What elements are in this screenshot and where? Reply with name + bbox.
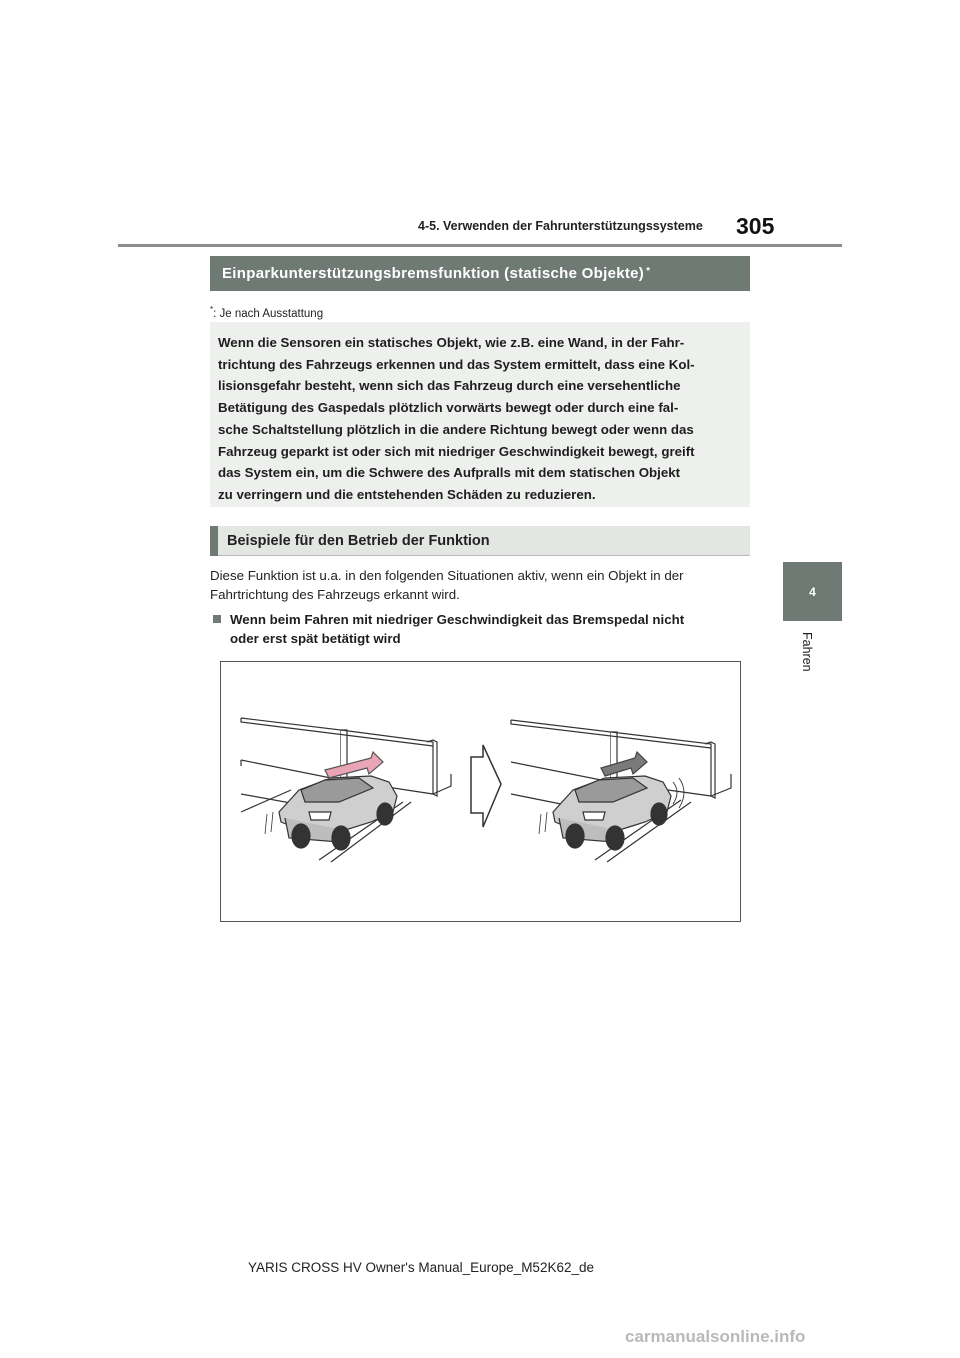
scene-before <box>241 718 451 862</box>
info-line: sche Schaltstellung plötzlich in die andere Richtung bewegt oder wenn das <box>218 421 694 437</box>
body-line: Fahrtrichtung des Fahrzeugs erkannt wird. <box>210 587 460 602</box>
footnote-text: : Je nach Ausstattung <box>213 307 324 320</box>
square-bullet-icon <box>213 615 221 623</box>
info-line: Fahrzeug geparkt ist oder sich mit niedriger Geschwindigkeit bewegt, greift <box>218 443 695 459</box>
body-line: Diese Funktion ist u.a. in den folgenden Situationen aktiv, wenn ein Objekt in der <box>210 568 684 583</box>
footnote-marker: * <box>210 305 214 314</box>
footer-manual-id: YARIS CROSS HV Owner's Manual_Europe_M52K62_de <box>248 1260 594 1275</box>
watermark: carmanualsonline.info <box>625 1327 806 1346</box>
parking-illustration <box>221 662 740 921</box>
title-footnote-marker: * <box>646 266 651 277</box>
info-box <box>210 322 750 507</box>
info-line: zu verringern und die entstehenden Schäden zu reduzieren. <box>218 486 596 502</box>
body-paragraph <box>210 566 750 604</box>
illustration-frame <box>220 661 741 922</box>
page-number: 305 <box>736 213 775 239</box>
scene-after <box>511 720 731 862</box>
footnote <box>210 305 323 320</box>
subsection-title: Beispiele für den Betrieb der Funktion <box>227 532 490 549</box>
section-title: Einparkunterstützungsbremsfunktion (statische Objekte) <box>222 265 645 282</box>
info-line: lisionsgefahr besteht, wenn sich das Fahrzeug durch eine versehentliche <box>218 378 681 394</box>
info-line: Betätigung des Gaspedals plötzlich vorwärts bewegt oder durch eine fal- <box>218 400 679 416</box>
subsection-accent <box>210 526 218 556</box>
situation-heading <box>210 610 750 648</box>
chapter-label: Fahren <box>800 632 814 672</box>
transition-arrow-icon <box>471 745 501 827</box>
info-line: das System ein, um die Schwere des Aufpralls mit dem statischen Objekt <box>218 465 681 481</box>
chapter-tab <box>783 562 842 621</box>
header-section-title: 4-5. Verwenden der Fahrunterstützungssysteme <box>418 219 703 233</box>
chapter-number: 4 <box>809 584 816 599</box>
situation-heading-line: Wenn beim Fahren mit niedriger Geschwindigkeit das Bremspedal nicht <box>230 612 685 627</box>
header-rule <box>118 244 842 247</box>
subsection-bar <box>210 526 750 556</box>
section-title-bar <box>210 256 750 291</box>
info-line: Wenn die Sensoren ein statisches Objekt, wie z.B. eine Wand, in der Fahr- <box>218 335 685 350</box>
info-line: trichtung des Fahrzeugs erkennen und das System ermittelt, dass eine Kol- <box>218 356 695 372</box>
situation-heading-line: oder erst spät betätigt wird <box>230 631 401 646</box>
